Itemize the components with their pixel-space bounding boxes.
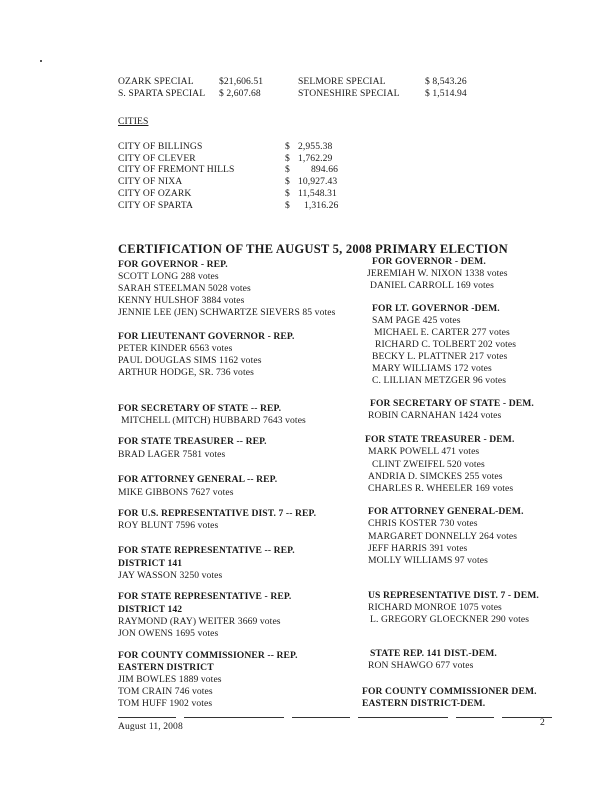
race-heading: FOR GOVERNOR - DEM.: [372, 256, 486, 267]
city-amount: 894.66: [311, 164, 338, 175]
footer-rule: [118, 717, 176, 718]
candidate-line: MARGARET DONNELLY 264 votes: [368, 531, 518, 542]
candidate-line: ROY BLUNT 7596 votes: [118, 520, 219, 531]
candidate-line: DANIEL CARROLL 169 votes: [370, 280, 494, 291]
city-amount: 2,955.38: [298, 141, 333, 152]
race-heading: FOR LIEUTENANT GOVERNOR - REP.: [118, 331, 295, 342]
candidate-line: MITCHELL (MITCH) HUBBARD 7643 votes: [121, 415, 306, 426]
candidate-line: ROBIN CARNAHAN 1424 votes: [368, 410, 502, 421]
candidate-line: RAYMOND (RAY) WEITER 3669 votes: [118, 616, 281, 627]
race-heading: FOR U.S. REPRESENTATIVE DIST. 7 -- REP.: [118, 508, 317, 519]
candidate-line: JENNIE LEE (JEN) SCHWARTZE SIEVERS 85 votes: [118, 307, 336, 318]
race-heading: FOR STATE TREASURER - DEM.: [365, 434, 515, 445]
candidate-line: CLINT ZWEIFEL 520 votes: [372, 459, 485, 470]
candidate-line: JIM BOWLES 1889 votes: [118, 674, 222, 685]
city-currency: $: [285, 141, 290, 152]
race-heading: US REPRESENTATIVE DIST. 7 - DEM.: [368, 590, 539, 601]
city-amount: 10,927.43: [298, 176, 338, 187]
city-name: CITY OF CLEVER: [118, 153, 196, 164]
city-currency: $: [285, 188, 290, 199]
candidate-line: KENNY HULSHOF 3884 votes: [118, 295, 245, 306]
special-name: S. SPARTA SPECIAL: [118, 88, 206, 99]
candidate-line: SCOTT LONG 288 votes: [118, 271, 219, 282]
special-name: STONESHIRE SPECIAL: [298, 88, 400, 99]
race-heading: FOR COUNTY COMMISSIONER -- REP.: [118, 650, 298, 661]
race-subheading: DISTRICT 141: [118, 558, 183, 569]
candidate-line: RICHARD C. TOLBERT 202 votes: [375, 339, 517, 350]
city-name: CITY OF FREMONT HILLS: [118, 164, 235, 175]
race-subheading: DISTRICT 142: [118, 604, 183, 615]
candidate-line: JAY WASSON 3250 votes: [118, 570, 223, 581]
footer-rule: [456, 717, 494, 718]
candidate-line: TOM CRAIN 746 votes: [118, 686, 213, 697]
city-name: CITY OF NIXA: [118, 176, 183, 187]
special-name: SELMORE SPECIAL: [298, 76, 386, 87]
race-subheading: EASTERN DISTRICT-DEM.: [362, 698, 486, 709]
candidate-line: SARAH STEELMAN 5028 votes: [118, 283, 251, 294]
race-heading: FOR ATTORNEY GENERAL -- REP.: [118, 474, 278, 485]
candidate-line: JEREMIAH W. NIXON 1338 votes: [367, 268, 508, 279]
candidate-line: JON OWENS 1695 votes: [118, 628, 219, 639]
certification-title: CERTIFICATION OF THE AUGUST 5, 2008 PRIMARY ELECTION: [118, 242, 508, 256]
scan-speck: [40, 60, 42, 62]
special-amount: $ 1,514.94: [425, 88, 467, 99]
candidate-line: BRAD LAGER 7581 votes: [118, 449, 226, 460]
city-name: CITY OF OZARK: [118, 188, 192, 199]
candidate-line: RICHARD MONROE 1075 votes: [368, 602, 502, 613]
race-heading: FOR ATTORNEY GENERAL-DEM.: [368, 506, 524, 517]
race-heading: STATE REP. 141 DIST.-DEM.: [370, 648, 497, 659]
footer-date: August 11, 2008: [118, 721, 183, 732]
footer-rule: [184, 717, 284, 718]
special-name: OZARK SPECIAL: [118, 76, 194, 87]
special-amount: $ 2,607.68: [219, 88, 261, 99]
candidate-line: PAUL DOUGLAS SIMS 1162 votes: [118, 355, 262, 366]
candidate-line: C. LILLIAN METZGER 96 votes: [372, 375, 507, 386]
candidate-line: TOM HUFF 1902 votes: [118, 698, 213, 709]
city-currency: $: [285, 153, 290, 164]
city-amount: 1,316.26: [304, 200, 339, 211]
race-heading: FOR SECRETARY OF STATE - DEM.: [370, 398, 534, 409]
candidate-line: MARY WILLIAMS 172 votes: [372, 363, 492, 374]
special-amount: $ 8,543.26: [425, 76, 467, 87]
race-heading: FOR STATE REPRESENTATIVE -- REP.: [118, 545, 295, 556]
city-name: CITY OF SPARTA: [118, 200, 194, 211]
race-heading: FOR GOVERNOR - REP.: [118, 259, 228, 270]
race-heading: FOR STATE REPRESENTATIVE - REP.: [118, 591, 292, 602]
candidate-line: SAM PAGE 425 votes: [372, 315, 461, 326]
city-amount: 11,548.31: [298, 188, 337, 199]
race-subheading: EASTERN DISTRICT: [118, 662, 214, 673]
special-amount: $21,606.51: [219, 76, 264, 87]
candidate-line: CHRIS KOSTER 730 votes: [368, 518, 478, 529]
candidate-line: MARK POWELL 471 votes: [368, 446, 480, 457]
footer-rule: [292, 717, 350, 718]
candidate-line: MICHAEL E. CARTER 277 votes: [374, 327, 510, 338]
candidate-line: ARTHUR HODGE, SR. 736 votes: [118, 367, 254, 378]
candidate-line: BECKY L. PLATTNER 217 votes: [372, 351, 508, 362]
candidate-line: JEFF HARRIS 391 votes: [368, 543, 468, 554]
candidate-line: MIKE GIBBONS 7627 votes: [118, 487, 234, 498]
race-heading: FOR SECRETARY OF STATE -- REP.: [118, 403, 282, 414]
race-heading: FOR LT. GOVERNOR -DEM.: [372, 303, 500, 314]
candidate-line: RON SHAWGO 677 votes: [368, 660, 474, 671]
page-number: 2: [540, 717, 545, 728]
cities-heading: CITIES: [118, 116, 149, 127]
city-currency: $: [285, 164, 290, 175]
candidate-line: ANDRIA D. SIMCKES 255 votes: [368, 471, 503, 482]
candidate-line: PETER KINDER 6563 votes: [118, 343, 233, 354]
candidate-line: MOLLY WILLIAMS 97 votes: [368, 555, 488, 566]
candidate-line: L. GREGORY GLOECKNER 290 votes: [370, 614, 530, 625]
city-name: CITY OF BILLINGS: [118, 141, 203, 152]
race-heading: FOR COUNTY COMMISSIONER DEM.: [362, 686, 537, 697]
city-amount: 1,762.29: [298, 153, 333, 164]
city-currency: $: [285, 176, 290, 187]
candidate-line: CHARLES R. WHEELER 169 votes: [368, 483, 514, 494]
race-heading: FOR STATE TREASURER -- REP.: [118, 436, 267, 447]
footer-rule: [358, 717, 448, 718]
city-currency: $: [285, 200, 290, 211]
